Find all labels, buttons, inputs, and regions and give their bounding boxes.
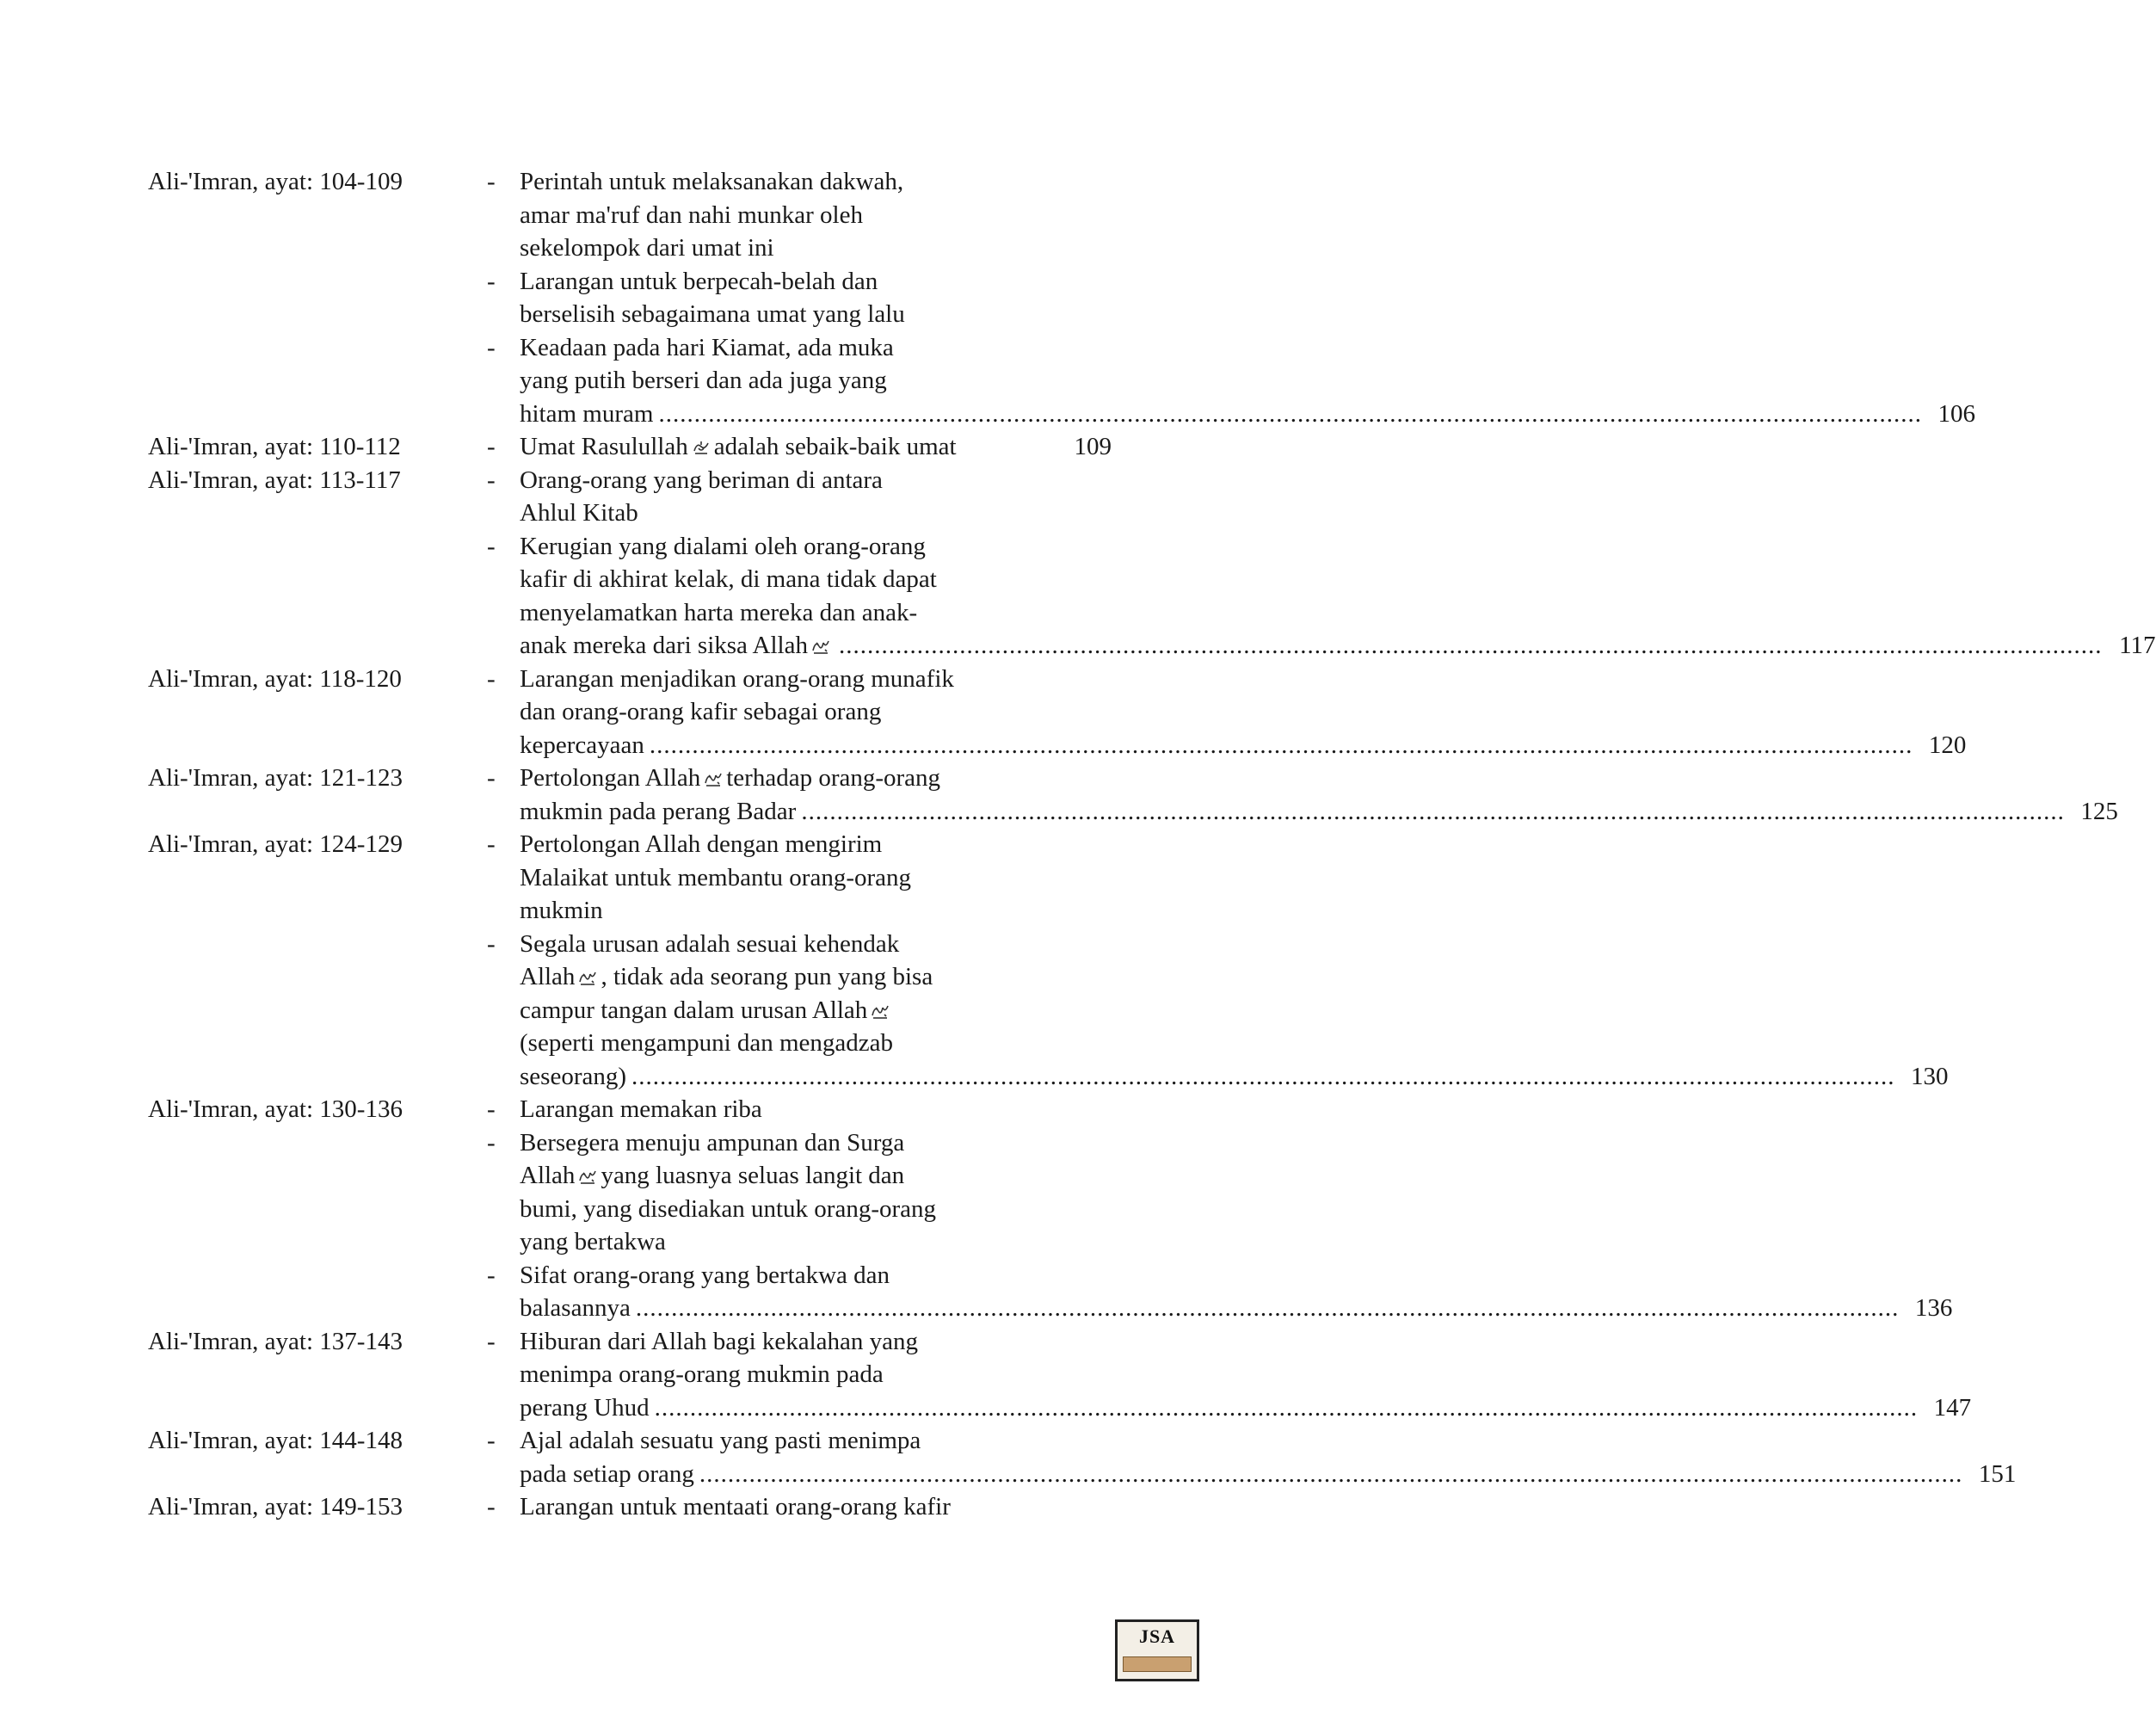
topic-line-text [520,629,834,663]
topic-item [480,464,2156,530]
topic-line [520,1259,1952,1292]
bullet-dash: - [487,168,496,195]
topic-line [520,199,1975,232]
topic-line [520,231,1975,265]
text-before-honorific: Allah [520,1162,576,1189]
topic-line [520,364,1975,398]
topic-line [520,1391,1971,1425]
topic-line [520,928,1949,961]
subhanahu-honorific-icon [871,1002,890,1020]
topic-text [520,1126,1952,1259]
topic-text [520,663,1966,762]
topic-text [520,1325,1971,1425]
topic-line-text: Larangan untuk berpecah-belah dan [520,267,878,295]
topic-text [520,1093,1952,1126]
bullet-dash: - [487,764,496,792]
topic-text [520,464,2156,530]
topic-line [520,398,1975,431]
topic-list [480,430,1112,464]
toc-entry [148,430,1112,464]
dot-leader [631,1060,1895,1094]
topic-line [520,563,2156,596]
bullet-dash: - [487,664,496,693]
surah-ayat-reference: Ali-'Imran, ayat: 124-129 [148,830,403,858]
topic-line-text: pada setiap orang [520,1459,694,1488]
bullet-dash: - [487,1095,496,1123]
topic-line-text: yang bertakwa [520,1228,666,1255]
page-number: 106 [1937,399,1975,428]
topic-line [520,795,2118,829]
topic-text [520,331,1975,431]
topic-line [520,861,1949,895]
topic-line-text: Pertolongan Allah dengan mengirim [520,830,883,858]
topic-line-text [520,1159,904,1193]
dot-leader [655,1391,1919,1425]
toc-entry [148,165,1975,430]
text-after-honorific: terhadap orang-orang [726,764,941,792]
topic-item [480,762,2118,828]
topic-line [520,695,1966,729]
topic-line [520,1126,1952,1160]
topic-line-text: Keadaan pada hari Kiamat, ada muka [520,333,894,361]
page-number: 147 [1933,1393,1972,1422]
subhanahu-honorific-icon [578,969,597,986]
topic-line-text: Hiburan dari Allah bagi kekalahan yang [520,1327,919,1355]
bullet-dash: - [487,333,496,361]
text-before-honorific: campur tangan dalam urusan Allah [520,996,868,1024]
topic-line [520,464,2156,497]
topic-line [520,960,1949,994]
dot-leader [658,398,1922,431]
topic-line [520,165,1975,199]
toc-entry [148,464,2156,663]
topic-line-text: amar ma'ruf dan nahi munkar oleh [520,200,863,229]
topic-text [520,1424,2016,1490]
toc-entry [148,1490,1112,1524]
topic-line [520,629,2156,663]
bullet-dash: - [487,1427,496,1454]
topic-line [520,1292,1952,1325]
topic-line-text: menimpa orang-orang mukmin pada [520,1360,884,1388]
bullet-dash: - [487,433,496,460]
subhanahu-honorific-icon [811,638,830,655]
topic-line [520,1325,1971,1359]
topic-line [520,894,1949,928]
topic-line-text: Ahlul Kitab [520,499,638,527]
topic-text [520,430,1112,464]
topic-line-text: yang putih berseri dan ada juga yang [520,367,887,394]
bullet-dash: - [487,532,496,560]
topic-line-text: Kerugian yang dialami oleh orang-orang [520,532,926,560]
text-before-honorific: anak mereka dari siksa Allah [520,632,808,659]
page-number: 120 [1928,731,1967,759]
topic-line [520,331,1975,365]
topic-item [480,928,1949,1094]
page-number: 109 [1074,433,1112,460]
topic-item [480,1126,1952,1259]
surah-ayat-reference: Ali-'Imran, ayat: 137-143 [148,1327,403,1355]
page-number: 125 [2080,797,2118,825]
topic-line-text [520,762,940,795]
topic-item [480,331,1975,431]
topic-item [480,430,1112,464]
topic-line-text: Segala urusan adalah sesuai kehendak [520,929,900,958]
topic-line-text: Malaikat untuk membantu orang-orang [520,863,912,891]
topic-line-text: Bersegera menuju ampunan dan Surga [520,1128,905,1157]
topic-text [520,530,2156,663]
topic-line-text: menyelamatkan harta mereka dan anak- [520,598,918,626]
dot-leader [650,729,1913,762]
topic-line [520,1458,2016,1491]
page-number: 136 [1914,1294,1953,1322]
topic-line-text: mukmin [520,897,603,924]
toc-entry [148,828,1949,1093]
surah-ayat-reference: Ali-'Imran, ayat: 113-117 [148,466,401,494]
bullet-dash: - [487,830,496,858]
toc-entry [148,663,1967,762]
topic-list [480,762,2118,828]
logo-decoration [1123,1656,1192,1672]
topic-line [520,1358,1971,1391]
surah-ayat-reference: Ali-'Imran, ayat: 118-120 [148,664,402,693]
topic-list [480,828,1949,1093]
text-after-honorific: yang luasnya seluas langit dan [601,1162,905,1189]
topic-line [520,1060,1949,1094]
topic-line [520,663,1966,696]
subhanahu-honorific-icon [704,770,723,787]
topic-line-text: seseorang) [520,1062,627,1090]
topic-line [520,762,2118,795]
topic-item [480,1325,1971,1425]
topic-line [520,1159,1952,1193]
page-number: 151 [1978,1459,2017,1488]
toc-entry [148,762,2118,828]
topic-line-text: sekelompok dari umat ini [520,234,774,262]
surah-ayat-reference: Ali-'Imran, ayat: 144-148 [148,1427,403,1454]
topic-line-text: perang Uhud [520,1393,650,1422]
bullet-dash: - [487,1327,496,1355]
topic-line-text: Ajal adalah sesuatu yang pasti menimpa [520,1427,921,1454]
bullet-dash: - [487,1261,496,1289]
topic-line [520,1424,2016,1458]
topic-line [520,596,2156,630]
topic-line [520,1193,1952,1226]
topic-line [520,994,1949,1027]
topic-line-text: dan orang-orang kafir sebagai orang [520,698,882,725]
surah-ayat-reference: Ali-'Imran, ayat: 149-153 [148,1493,403,1521]
salawat-honorific-icon [692,439,711,456]
dot-leader [636,1292,1900,1325]
topic-line-text: mukmin pada perang Badar [520,797,797,825]
logo-text: JSA [1138,1625,1176,1647]
topic-line-text: Orang-orang yang beriman di antara [520,466,883,494]
topic-list [480,464,2156,663]
topic-list [480,1490,1112,1524]
topic-line [520,530,2156,564]
bullet-dash: - [487,1493,496,1521]
dot-leader [699,1458,1963,1491]
topic-item [480,1490,1112,1524]
bullet-dash: - [487,267,496,295]
text-after-honorific: adalah sebaik-baik umat [713,433,957,460]
text-before-honorific: Pertolongan Allah [520,764,701,792]
topic-line-text: berselisih sebagaimana umat yang lalu [520,300,905,328]
topic-line [520,1027,1949,1060]
topic-line-text: Perintah untuk melaksanakan dakwah, [520,168,904,195]
topic-line [520,1093,1952,1126]
topic-list [480,1093,1952,1325]
topic-text [520,1490,1112,1524]
topic-list [480,165,1975,430]
toc-entry [148,1424,2017,1490]
topic-item [480,1424,2016,1490]
topic-line [520,497,2156,530]
bullet-dash: - [487,1128,496,1157]
surah-ayat-reference: Ali-'Imran, ayat: 104-109 [148,168,403,195]
topic-line-text: Larangan menjadikan orang-orang munafik [520,664,954,693]
topic-text [520,165,1975,265]
text-before-honorific: Allah [520,963,576,990]
dot-leader [839,629,2103,663]
topic-line-text: Sifat orang-orang yang bertakwa dan [520,1261,890,1289]
surah-ayat-reference: Ali-'Imran, ayat: 121-123 [148,764,403,792]
topic-line [520,298,1975,331]
topic-line [520,1225,1952,1259]
topic-line-text [520,960,933,994]
topic-line-text: Larangan memakan riba [520,1095,762,1123]
page-number: 130 [1911,1062,1949,1090]
topic-line [520,1490,1112,1524]
topic-list [480,663,1966,762]
topic-text [520,762,2118,828]
topic-item [480,828,1949,928]
topic-list [480,1424,2016,1490]
topic-line-text [520,430,957,464]
bullet-dash: - [487,466,496,494]
topic-text [520,1259,1952,1325]
topic-item [480,530,2156,663]
topic-line-text: hitam muram [520,399,654,428]
topic-line [520,828,1949,861]
topic-text [520,828,1949,928]
text-before-honorific: Umat Rasulullah [520,433,688,460]
topic-line [520,430,1112,464]
topic-item [480,165,1975,265]
topic-item [480,265,1975,331]
topic-line-text: kafir di akhirat kelak, di mana tidak dapat [520,565,937,593]
topic-list [480,1325,1971,1425]
bullet-dash: - [487,929,496,958]
page-number: 117 [2119,632,2156,659]
text-after-honorific: , tidak ada seorang pun yang bisa [601,963,933,990]
table-of-contents [148,165,2156,1524]
surah-ayat-reference: Ali-'Imran, ayat: 130-136 [148,1095,403,1123]
topic-text [520,928,1949,1094]
topic-line-text: bumi, yang disediakan untuk orang-orang [520,1194,937,1223]
topic-line-text: Larangan untuk mentaati orang-orang kafir [520,1493,951,1521]
publisher-logo [1115,1619,1199,1681]
topic-line-text: balasannya [520,1294,631,1322]
toc-entry [148,1325,1972,1425]
topic-line-text: (seperti mengampuni dan mengadzab [520,1029,894,1057]
surah-ayat-reference: Ali-'Imran, ayat: 110-112 [148,433,401,460]
subhanahu-honorific-icon [578,1168,597,1185]
topic-text [520,265,1975,331]
toc-entry [148,1093,1953,1325]
topic-line-text [520,994,893,1027]
topic-line [520,265,1975,299]
topic-item [480,1093,1952,1126]
topic-item [480,1259,1952,1325]
dot-leader [801,795,2065,829]
topic-item [480,663,1966,762]
topic-line-text: kepercayaan [520,731,644,759]
topic-line [520,729,1966,762]
